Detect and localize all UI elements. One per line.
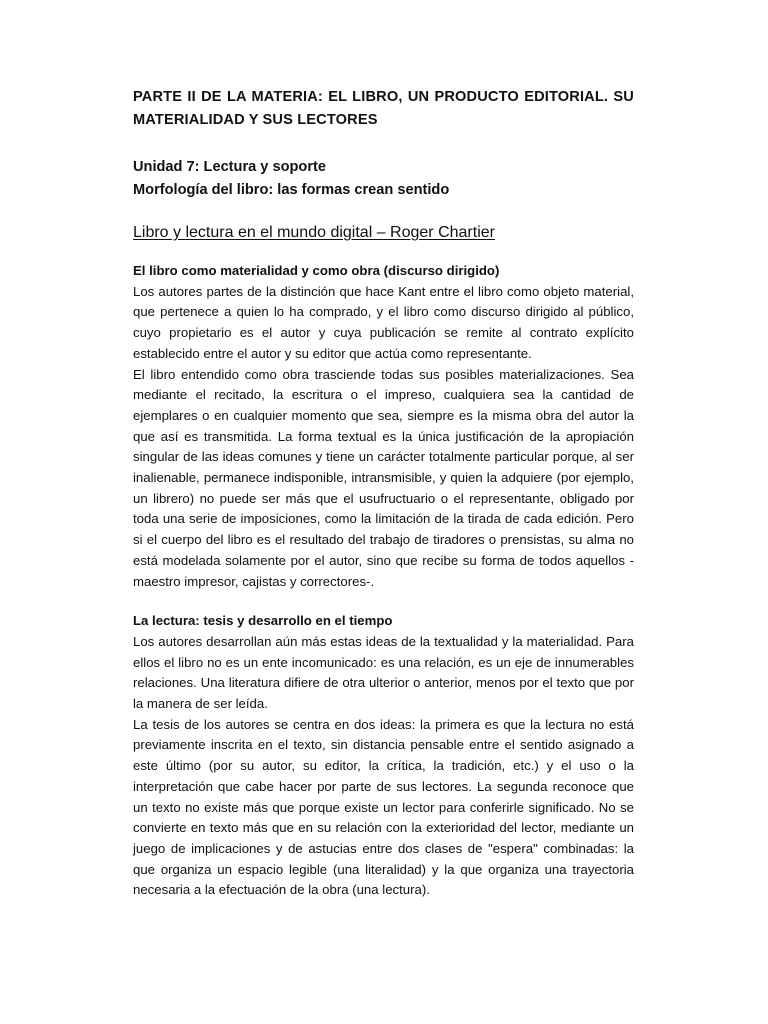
unit-subtitle: Morfología del libro: las formas crean sentido xyxy=(133,182,450,198)
unit-title: Unidad 7: Lectura y soporte xyxy=(133,159,326,175)
paragraph: Los autores partes de la distinción que hace Kant entre el libro como objeto material, que pertenece a quien lo ha comprado, y el libro como discurso dirigido al público, cuyo propietario es el autor y cuya publicación se remite al contrato explícito establecido entre el autor y su editor que actúa como representante. xyxy=(133,283,634,361)
unit-heading-block xyxy=(133,156,634,202)
part-title: PARTE II DE LA MATERIA: EL LIBRO, UN PRODUCTO EDITORIAL. SU MATERIALIDAD Y SUS LECTORES xyxy=(133,89,634,128)
section-heading-lectura: La lectura: tesis y desarrollo en el tiempo xyxy=(133,613,393,629)
document-body xyxy=(133,86,634,901)
paragraph: La tesis de los autores se centra en dos ideas: la primera es que la lectura no está previamente inscrita en el texto, sin distancia pensable entre el sentido asignado a este último (por su autor, su editor, la crítica, la tradición, etc.) y el uso o la interpretación que cabe hacer por parte de sus lectores. La segunda reconoce que un texto no existe más que porque existe un lector para conferirle significado. No se convierte en texto más que en su relación con la exterioridad del lector, mediante un juego de implicaciones y de astucias entre dos clases de "espera" combinadas: la que organiza un espacio legible (una literalidad) y la que organiza una trayectoria necesaria a la efectuación de la obra (una lectura). xyxy=(133,716,634,898)
paragraph: El libro entendido como obra trasciende todas sus posibles materializaciones. Sea mediante el recitado, la escritura o el impreso, cualquiera sea la cantidad de ejemplares o en cualquier momento que sea, siempre es la misma obra del autor la que así es transmitida. La forma textual es la única justificación de la apropiación singular de las ideas comunes y tiene un carácter totalmente particular porque, al ser inalienable, permanece indisponible, intransmisible, y quien la adquiere (por ejemplo, un librero) no puede ser más que el usufructuario o el representante, obligado por toda una serie de imposiciones, como la limitación de la tirada de cada edición. Pero si el cuerpo del libro es el resultado del trabajo de tiradores o prensistas, su alma no está modelada solamente por el autor, sino que recibe su forma de todos aquellos -maestro impresor, cajistas y correctores-. xyxy=(133,366,634,589)
paragraph: Los autores desarrollan aún más estas ideas de la textualidad y la materialidad. Para ellos el libro no es un ente incomunicado: es una relación, es un eje de innumerables relaciones. Una literatura difiere de otra ulterior o anterior, menos por el texto que por la manera de ser leída. xyxy=(133,633,634,712)
section-title: Libro y lectura en el mundo digital – Roger Chartier xyxy=(133,224,495,241)
section-heading-materialidad: El libro como materialidad y como obra (discurso dirigido) xyxy=(133,263,500,278)
